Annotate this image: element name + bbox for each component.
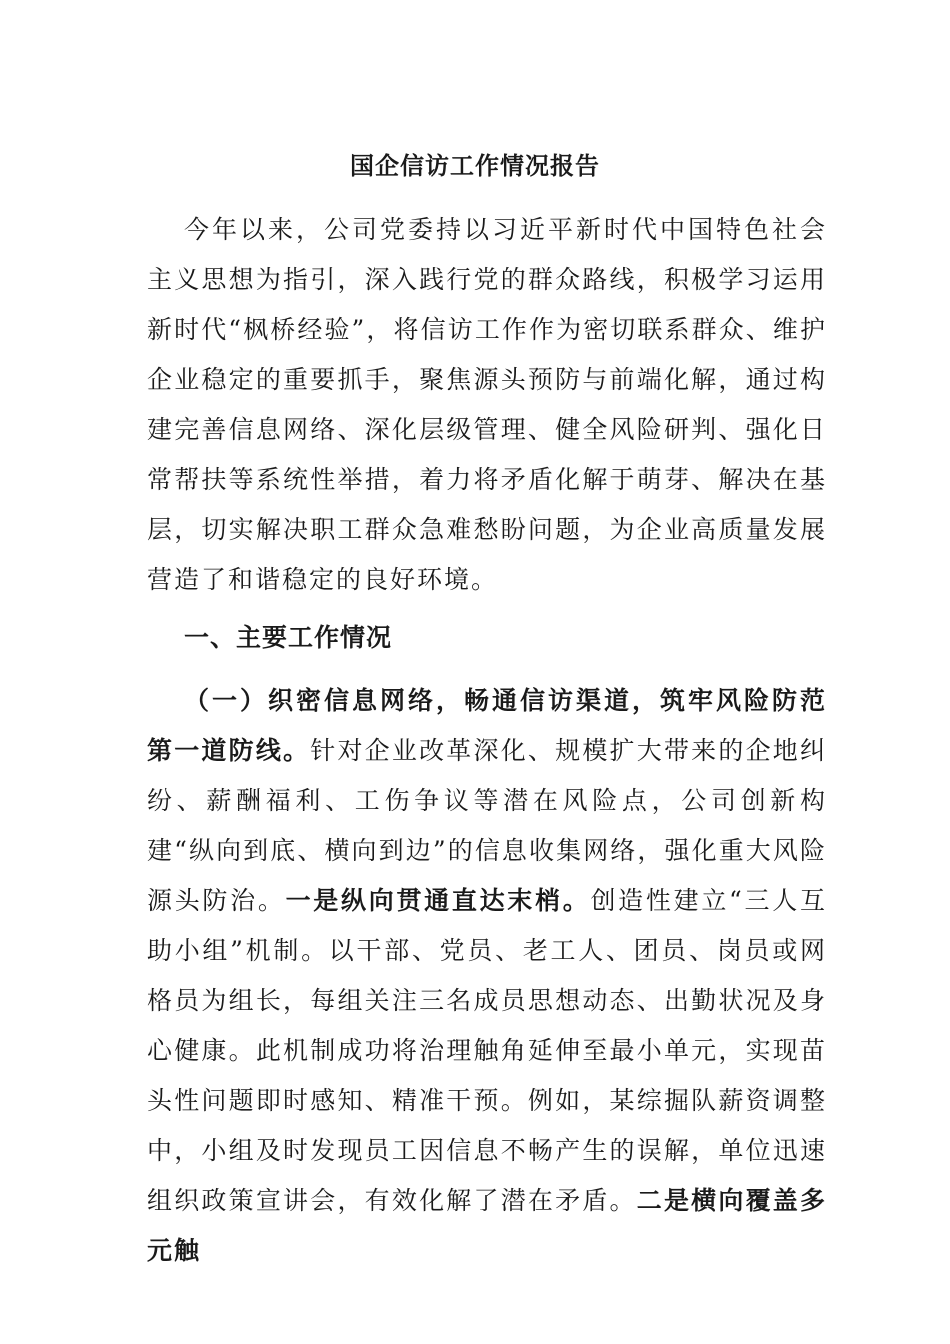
section-heading: 一、主要工作情况	[184, 623, 393, 652]
intro-paragraph: 今年以来，公司党委持以习近平新时代中国特色社会主义思想为指引，深入践行党的群众路线，积极学习运用新时代“枫桥经验”，将信访工作作为密切联系群众、维护企业稳定的重要抓手，聚焦源头预防与前端化解，通过构建完善信息网络、深化层级管理、健全风险研判、强化日常帮扶等系统性举措，着力将矛盾化解于萌芽、解决在基层，切实解决职工群众急难愁盼问题，为企业高质量发展营造了和谐稳定的良好环境。	[147, 215, 827, 594]
subsection-lead: （一）织密信息网络，畅通信访渠道，筑牢风险防范第一道防线。	[147, 686, 827, 765]
subsection-paragraph	[147, 676, 827, 1276]
document-title: 国企信访工作情况报告	[350, 151, 600, 180]
point-2-heading: 二是横向覆盖多元触	[147, 1186, 827, 1265]
subsection-text-1: 针对企业改革深化、规模扩大带来的企地纠纷、薪酬福利、工伤争议等潜在风险点，公司创新构建“纵向到底、横向到边”的信息收集网络，强化重大风险源头防治。	[147, 736, 827, 915]
subsection-text-2: 创造性建立“三人互助小组”机制。以干部、党员、老工人、团员、岗员或网格员为组长，每组关注三名成员思想动态、出勤状况及身心健康。此机制成功将治理触角延伸至最小单元，实现苗头性问题即时感知、精准干预。例如，某综掘队薪资调整中，小组及时发现员工因信息不畅产生的误解，单位迅速组织政策宣讲会，有效化解了潜在矛盾。	[147, 886, 827, 1215]
point-1-heading: 一是纵向贯通直达末梢。	[285, 886, 591, 915]
